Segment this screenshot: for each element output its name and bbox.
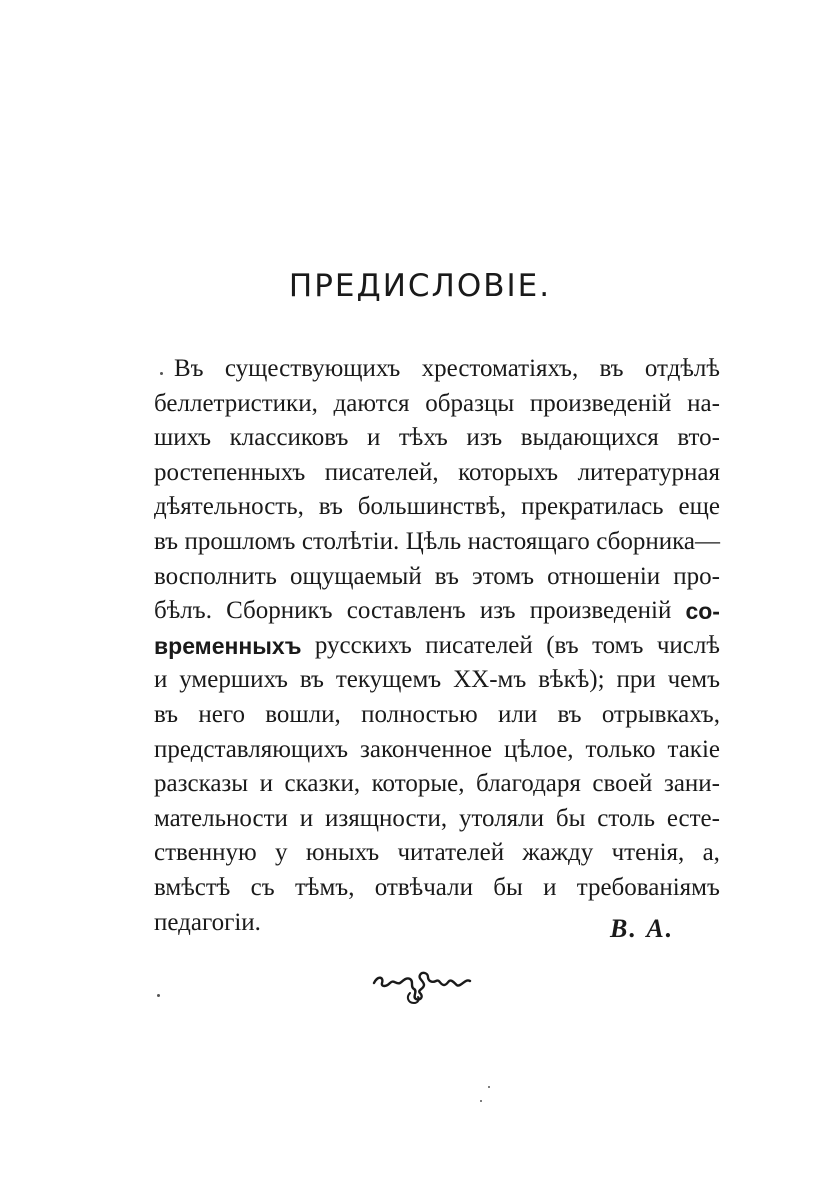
- word: шихъ: [154, 424, 212, 452]
- word: и: [154, 666, 168, 694]
- word: которые,: [371, 770, 465, 798]
- word: настоящаго: [467, 527, 590, 555]
- word: прошломъ: [184, 527, 296, 555]
- word: утоляли: [458, 804, 545, 832]
- word: чтенія,: [611, 839, 685, 867]
- text-line: [154, 698, 720, 733]
- text-line: [154, 560, 720, 595]
- word: или: [497, 700, 538, 728]
- word: съ: [250, 873, 275, 901]
- word: разсказы: [154, 770, 249, 798]
- text-line: [154, 490, 720, 525]
- word: изящности,: [324, 804, 448, 832]
- word: столь: [597, 804, 655, 832]
- word: бы: [555, 804, 586, 832]
- word: отвѣчали: [374, 873, 473, 901]
- word: вѣкѣ);: [538, 666, 605, 694]
- text-line: [154, 733, 720, 768]
- word: въ: [599, 355, 624, 382]
- word: классиковъ: [229, 424, 349, 452]
- word: и: [543, 873, 557, 901]
- text-line: [154, 421, 720, 456]
- paper-speck: [488, 1086, 490, 1088]
- word: произведеній: [529, 597, 672, 625]
- word: которыхъ: [458, 458, 559, 486]
- word: читателей: [397, 839, 505, 867]
- author-signature: В. А.: [610, 914, 675, 943]
- word: юныхъ: [305, 839, 380, 867]
- word: отрывкахъ,: [601, 700, 720, 728]
- text-line: [154, 663, 720, 698]
- paper-speck: [160, 372, 163, 375]
- word: выдающихся: [520, 424, 659, 452]
- text-line: [154, 525, 720, 560]
- word: жажду: [522, 839, 594, 867]
- word: отдѣлѣ: [644, 355, 720, 382]
- word: прекратилась: [521, 493, 664, 521]
- word: со-: [685, 598, 720, 625]
- text-line: [154, 802, 720, 837]
- word: восполнить: [154, 562, 277, 590]
- word: у: [275, 839, 288, 867]
- word: русскихъ: [314, 631, 412, 659]
- word: (въ: [546, 631, 579, 659]
- word: отношеніи: [547, 562, 661, 590]
- word: дѣятельность,: [154, 493, 304, 521]
- text-line: [154, 352, 720, 387]
- word: сказки,: [284, 770, 361, 798]
- word: въ: [434, 562, 459, 590]
- page-title: ПРЕДИСЛОВІЕ.: [288, 268, 552, 304]
- word: полностью: [361, 700, 478, 728]
- word: благодаря: [475, 770, 581, 798]
- word: требованіямъ: [576, 873, 720, 901]
- word: про-: [673, 562, 720, 590]
- word: произведеній: [529, 389, 672, 417]
- word: хрестоматіяхъ,: [421, 355, 579, 382]
- word: писателей,: [324, 458, 439, 486]
- paper-speck: [157, 994, 160, 997]
- word: въ: [557, 700, 582, 728]
- word: умершихъ: [179, 666, 288, 694]
- word: представляющихъ: [154, 735, 349, 763]
- word: писателей: [425, 631, 533, 659]
- word: текущемъ: [335, 666, 442, 694]
- word: изъ: [466, 424, 503, 452]
- word: XX-мъ: [453, 666, 527, 694]
- word: въ: [299, 666, 324, 694]
- word: и: [259, 770, 274, 798]
- text-line: [154, 767, 720, 802]
- word: вмѣстѣ: [154, 873, 231, 901]
- word: только: [585, 735, 656, 763]
- word: большинствѣ,: [357, 493, 507, 521]
- text-line: [154, 387, 720, 422]
- word: временныхъ: [154, 632, 302, 659]
- word: зани-: [663, 770, 720, 798]
- word: цѣлое,: [503, 735, 574, 763]
- word: такіе: [667, 735, 720, 763]
- word: образцы: [425, 389, 515, 417]
- preface-paragraph: [154, 352, 720, 940]
- text-line: [154, 456, 720, 491]
- text-line: [154, 629, 720, 664]
- word: въ: [154, 700, 179, 728]
- word: вошли,: [265, 700, 341, 728]
- word: бѣлъ.: [154, 597, 212, 625]
- word: на-: [687, 389, 720, 417]
- word: при: [616, 666, 656, 694]
- word: составленъ: [346, 597, 466, 625]
- word: мательности: [154, 804, 288, 832]
- word: и: [299, 804, 314, 832]
- word: числѣ: [656, 631, 720, 659]
- word: беллетристики,: [154, 389, 318, 417]
- word: ростепенныхъ: [154, 458, 306, 486]
- word: тѣхъ: [398, 424, 448, 452]
- word: ощущаемый: [290, 562, 422, 590]
- word: томъ: [592, 631, 644, 659]
- word: и: [366, 424, 381, 452]
- word: есте-: [666, 804, 720, 832]
- word: тѣмъ,: [294, 873, 355, 901]
- paper-speck: [480, 1100, 482, 1102]
- word: ственную: [154, 839, 257, 867]
- word: а,: [702, 839, 720, 867]
- word: даются: [333, 389, 410, 417]
- word: еще: [678, 493, 720, 521]
- word: чемъ: [667, 666, 720, 694]
- text-line: [154, 871, 720, 906]
- word: столѣтіи.: [301, 527, 400, 555]
- word: сборника—: [596, 527, 720, 555]
- decorative-ornament-icon: [370, 963, 474, 1009]
- word: Цѣль: [405, 527, 462, 555]
- word: Сборникъ: [226, 597, 333, 625]
- word: этомъ: [471, 562, 535, 590]
- word: законченное: [359, 735, 493, 763]
- text-line: [154, 836, 720, 871]
- word: Въ: [174, 355, 204, 382]
- word: него: [198, 700, 245, 728]
- word: существующихъ: [224, 355, 401, 382]
- text-line: [154, 594, 720, 629]
- word: литературная: [577, 458, 720, 486]
- word: вто-: [677, 424, 720, 452]
- word: въ: [154, 527, 179, 555]
- word: въ: [318, 493, 343, 521]
- word: изъ: [479, 597, 516, 625]
- word: педагогіи.: [154, 908, 261, 936]
- word: бы: [493, 873, 523, 901]
- word: своей: [592, 770, 653, 798]
